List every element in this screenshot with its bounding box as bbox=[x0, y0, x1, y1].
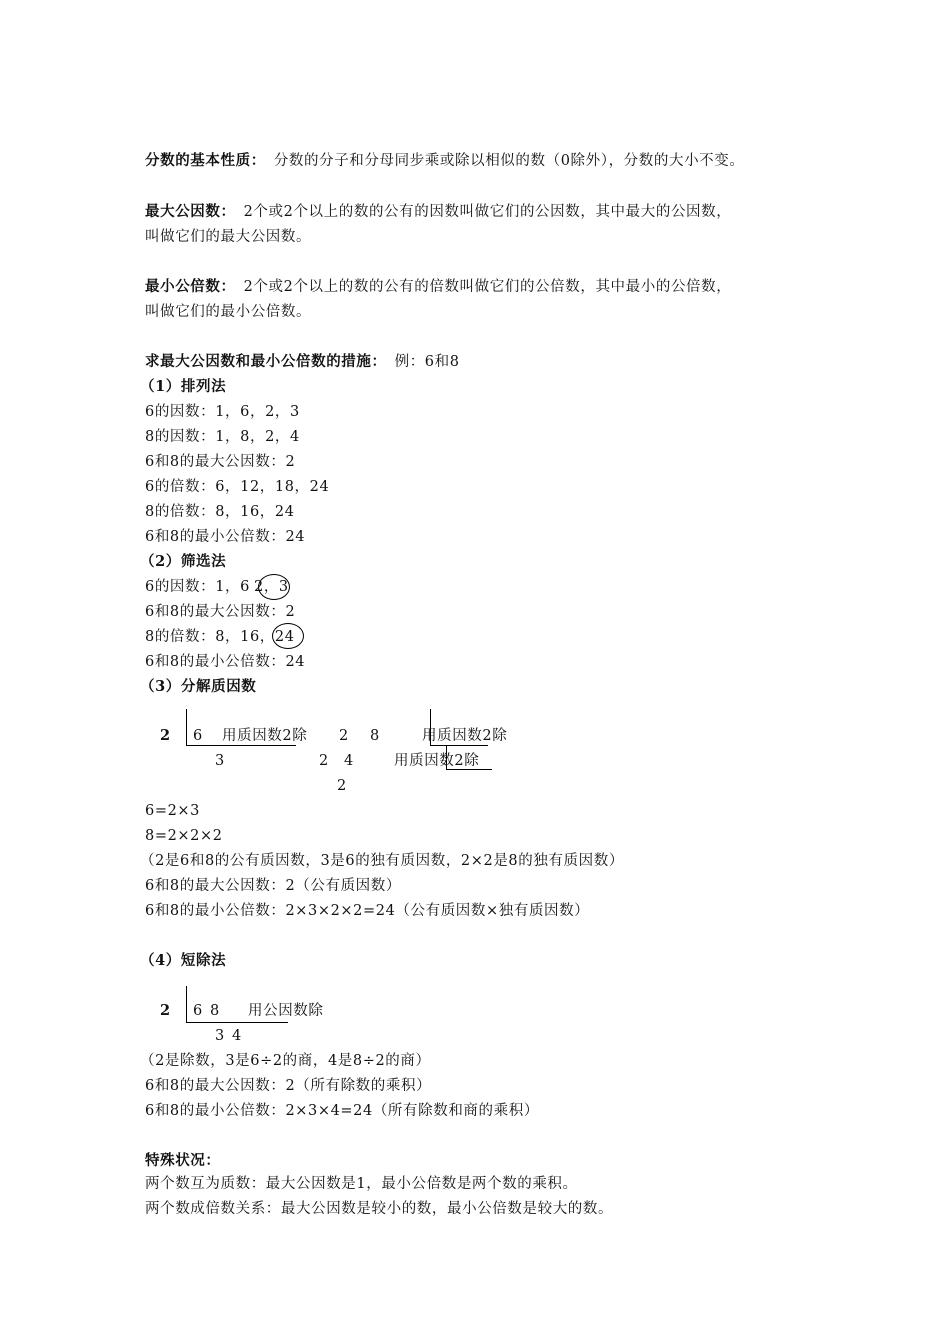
division-bar bbox=[186, 1022, 288, 1023]
circle-mark bbox=[258, 574, 290, 600]
prime-line: 6和8的最小公倍数：2×3×2×2=24（公有质因数×独有质因数） bbox=[145, 903, 590, 919]
listing-title: （1）排列法 bbox=[140, 378, 227, 395]
methods-heading-line bbox=[145, 353, 460, 371]
sieve-multiples-prefix: 8的倍数：8，16， bbox=[145, 629, 275, 645]
short-division-dividends: 6 8 bbox=[193, 1003, 220, 1019]
prime-right-note-2: 用质因数2除 bbox=[394, 753, 480, 769]
special-title: 特殊状况： bbox=[145, 1152, 221, 1169]
sieve-title: （2）筛选法 bbox=[140, 553, 227, 570]
listing-line: 8的倍数：8，16，24 bbox=[145, 504, 295, 520]
listing-line: 6的因数：1，6，2，3 bbox=[145, 404, 300, 420]
gcd-label: 最大公因数： bbox=[145, 203, 236, 220]
basic-property-text: 分数的分子和分母同步乘或除以相似的数（0除外），分数的大小不变。 bbox=[273, 153, 745, 169]
special-line: 两个数成倍数关系：最大公因数是较小的数，最小公倍数是较大的数。 bbox=[145, 1201, 614, 1217]
prime-right-dividend: 8 bbox=[370, 728, 380, 744]
prime-left-dividend: 6 bbox=[193, 728, 203, 744]
gcd-text-1: 2个或2个以上的数的公有的因数叫做它们的公因数，其中最大的公因数， bbox=[243, 204, 732, 220]
methods-example: 例：6和8 bbox=[394, 354, 460, 370]
short-division-quotients: 3 4 bbox=[215, 1028, 242, 1044]
division-bar bbox=[430, 745, 488, 746]
gcd-line-1 bbox=[145, 203, 731, 221]
short-division-line: 6和8的最大公因数：2（所有除数的乘积） bbox=[145, 1078, 432, 1094]
short-division-line: （2是除数，3是6÷2的商，4是8÷2的商） bbox=[140, 1053, 431, 1069]
prime-line: 8=2×2×2 bbox=[145, 828, 223, 844]
prime-line: （2是6和8的公有质因数，3是6的独有质因数，2×2是8的独有质因数） bbox=[140, 853, 624, 869]
listing-line: 6和8的最大公因数：2 bbox=[145, 454, 296, 470]
basic-property-line bbox=[145, 152, 745, 170]
prime-right-divisor: 2 bbox=[339, 728, 349, 744]
prime-left-quotient: 3 bbox=[215, 753, 225, 769]
prime-right-quotient-2: 2 bbox=[337, 778, 347, 794]
short-division-divisor: 2 bbox=[160, 1002, 171, 1019]
sieve-factors-prefix: 6的因数：1，6 bbox=[145, 579, 250, 595]
short-division-line: 6和8的最小公倍数：2×3×4=24（所有除数和商的乘积） bbox=[145, 1103, 539, 1119]
lcm-text-2: 叫做它们的最小公倍数。 bbox=[145, 304, 312, 320]
sieve-factors-suffix: ，3 bbox=[263, 579, 289, 595]
short-division-note: 用公因数除 bbox=[248, 1003, 324, 1019]
sieve-factors-circled: 2 bbox=[253, 579, 264, 595]
special-line: 两个数互为质数：最大公因数是1，最小公倍数是两个数的乘积。 bbox=[145, 1176, 578, 1192]
short-division-title: （4）短除法 bbox=[140, 952, 227, 969]
basic-property-label: 分数的基本性质： bbox=[145, 152, 266, 169]
division-bar bbox=[186, 745, 296, 746]
lcm-text-1: 2个或2个以上的数的公有的倍数叫做它们的公倍数，其中最小的公倍数， bbox=[243, 279, 732, 295]
prime-right-note: 用质因数2除 bbox=[422, 728, 508, 744]
prime-left-note: 用质因数2除 bbox=[222, 728, 308, 744]
prime-line: 6和8的最大公因数：2（公有质因数） bbox=[145, 878, 401, 894]
division-bar bbox=[186, 986, 187, 1022]
sieve-lcm-line: 6和8的最小公倍数：24 bbox=[145, 654, 306, 670]
methods-heading: 求最大公因数和最小公倍数的措施： bbox=[145, 353, 387, 370]
listing-line: 6的倍数：6，12，18，24 bbox=[145, 479, 330, 495]
prime-line: 6=2×3 bbox=[145, 803, 200, 819]
prime-right-quotient: 4 bbox=[344, 753, 354, 769]
lcm-line-1 bbox=[145, 278, 731, 296]
prime-left-divisor: 2 bbox=[160, 727, 171, 744]
listing-line: 8的因数：1，8，2，4 bbox=[145, 429, 300, 445]
prime-title: （3）分解质因数 bbox=[140, 678, 257, 695]
listing-line: 6和8的最小公倍数：24 bbox=[145, 529, 306, 545]
lcm-label: 最小公倍数： bbox=[145, 278, 236, 295]
sieve-multiples-circled: 24 bbox=[274, 629, 295, 645]
sieve-gcd-line: 6和8的最大公因数：2 bbox=[145, 604, 296, 620]
division-bar bbox=[186, 709, 187, 745]
gcd-text-2: 叫做它们的最大公因数。 bbox=[145, 229, 312, 245]
circle-mark bbox=[272, 623, 304, 649]
prime-right-quotient-label: 2 bbox=[319, 753, 329, 769]
